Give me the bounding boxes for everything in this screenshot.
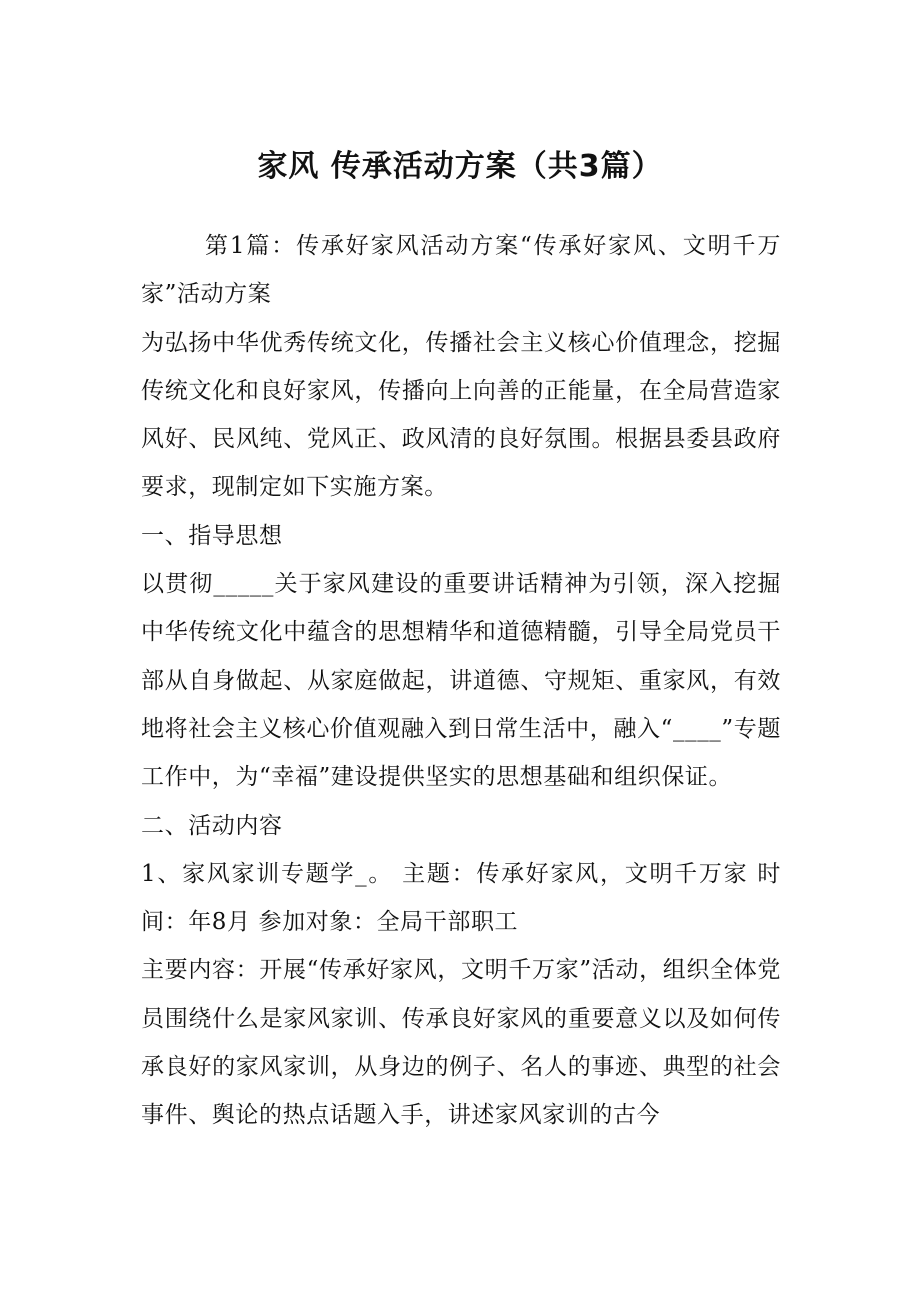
section-heading-guiding-thought: 一、指导思想 [141, 522, 283, 549]
paragraph-chapter-heading: 第1篇：传承好家风活动方案“传承好家风、文明千万家”活动方案 [141, 233, 781, 308]
document-body [141, 222, 781, 1140]
document-title: 家风 传承活动方案（共3篇） [257, 149, 663, 184]
paragraph-guiding-thought: 以贯彻_____关于家风建设的重要讲话精神为引领，深入挖掘中华传统文化中蕴含的思想精华和道德精髓，引导全局党员干部从自身做起、从家庭做起，讲道德、守规矩、重家风，有效地将社会主义核心价值观融入到日常生活中，融入“____”专题工作中，为“幸福”建设提供坚实的思想基础和组织保证。 [141, 571, 781, 791]
paragraph-intro: 为弘扬中华优秀传统文化，传播社会主义核心价值理念，挖掘传统文化和良好家风，传播向上向善的正能量，在全局营造家风好、民风纯、党风正、政风清的良好氛围。根据县委县政府要求，现制定如下实施方案。 [141, 329, 781, 501]
paragraph-main-content: 主要内容：开展“传承好家风，文明千万家”活动，组织全体党员围绕什么是家风家训、传承良好家风的重要意义以及如何传承良好的家风家训，从身边的例子、名人的事迹、典型的社会事件、舆论的热点话题入手，讲述家风家训的古今 [141, 957, 781, 1129]
section-heading-activity-content: 二、活动内容 [141, 812, 283, 839]
paragraph-activity-item-1: 1、家风家训专题学_。 主题：传承好家风，文明千万家 时间：年8月 参加对象：全局干部职工 [141, 860, 781, 936]
